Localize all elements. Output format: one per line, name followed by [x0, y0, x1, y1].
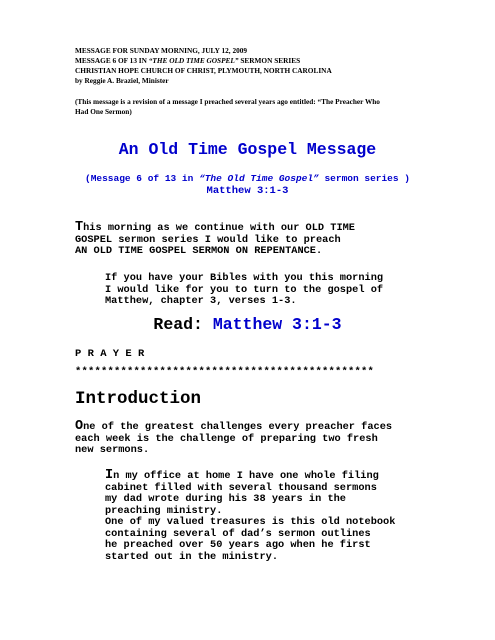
header-series-title: “THE OLD TIME GOSPEL” [148, 56, 239, 65]
opening-line-1 [75, 222, 355, 235]
bible-line-3: Matthew, chapter 3, verses 1-3. [105, 295, 297, 307]
challenge-line-1-text: ne of the greatest challenges every preacher faces [83, 421, 393, 433]
sermon-title: An Old Time Gospel Message [118, 140, 377, 159]
header-series-suffix: SERMON SERIES [238, 56, 301, 65]
office-line-1-text: n my office at home I have one whole filing [113, 470, 379, 482]
opening-line-1-text: his morning as we continue with our OLD TIME [83, 222, 355, 234]
office-line-2: cabinet filled with several thousand sermons [105, 481, 377, 494]
office-drop-letter: I [105, 468, 114, 483]
sermon-subtitle [0, 173, 495, 184]
header-date-line: MESSAGE FOR SUNDAY MORNING, JULY 12, 2009 [75, 46, 248, 55]
office-line-3: my dad wrote during his 38 years in the [105, 493, 346, 505]
opening-line-2: GOSPEL sermon series I would like to preach [75, 233, 341, 246]
subtitle-series: “The Old Time Gospel” [199, 173, 319, 184]
asterisk-divider: ********************************************** [75, 366, 375, 378]
subtitle-reference: Matthew 3:1-3 [206, 185, 289, 197]
office-paragraph [105, 470, 395, 563]
office-line-1 [105, 470, 395, 483]
challenge-line-2: each week is the challenge of preparing two fresh [75, 432, 378, 445]
read-label: Read: [153, 315, 213, 334]
header-series-prefix: MESSAGE 6 OF 13 IN [75, 56, 149, 65]
read-heading [0, 315, 495, 334]
header-series-line [75, 56, 300, 66]
header-author-line: by Reggie A. Braziel, Minister [75, 76, 169, 85]
header-church-line: CHRISTIAN HOPE CHURCH OF CHRIST, PLYMOUTH, NORTH CAROLINA [75, 66, 332, 75]
office-line-4: preaching ministry. [105, 504, 223, 517]
challenge-drop-letter: O [75, 419, 84, 434]
office-line-6: containing several of dad’s sermon outlines [105, 527, 371, 540]
introduction-heading: Introduction [75, 389, 202, 409]
challenge-line-1 [75, 421, 392, 434]
challenge-paragraph [75, 421, 392, 457]
opening-line-3: AN OLD TIME GOSPEL SERMON ON REPENTANCE. [75, 245, 323, 257]
bible-line-2: I would like for you to turn to the gospel of [105, 283, 384, 296]
subtitle-suffix: sermon series ) [318, 173, 410, 184]
office-line-8: started out in the ministry. [105, 550, 279, 563]
header-note-line-2: Had One Sermon) [75, 107, 132, 116]
bible-paragraph [105, 273, 383, 308]
challenge-line-3: new sermons. [75, 444, 150, 456]
read-reference: Matthew 3:1-3 [212, 315, 342, 334]
opening-drop-letter: T [75, 220, 84, 235]
header-note-line-1: (This message is a revision of a message I preached several years ago entitled: “The Preacher Who [75, 97, 380, 106]
prayer-label: P R A Y E R [75, 348, 145, 360]
bible-line-1: If you have your Bibles with you this morning [105, 272, 384, 284]
office-line-5: One of my valued treasures is this old notebook [105, 516, 396, 528]
subtitle-prefix: (Message 6 of 13 in [85, 173, 200, 184]
opening-paragraph [75, 222, 355, 258]
office-line-7: he preached over 50 years ago when he first [105, 539, 371, 551]
